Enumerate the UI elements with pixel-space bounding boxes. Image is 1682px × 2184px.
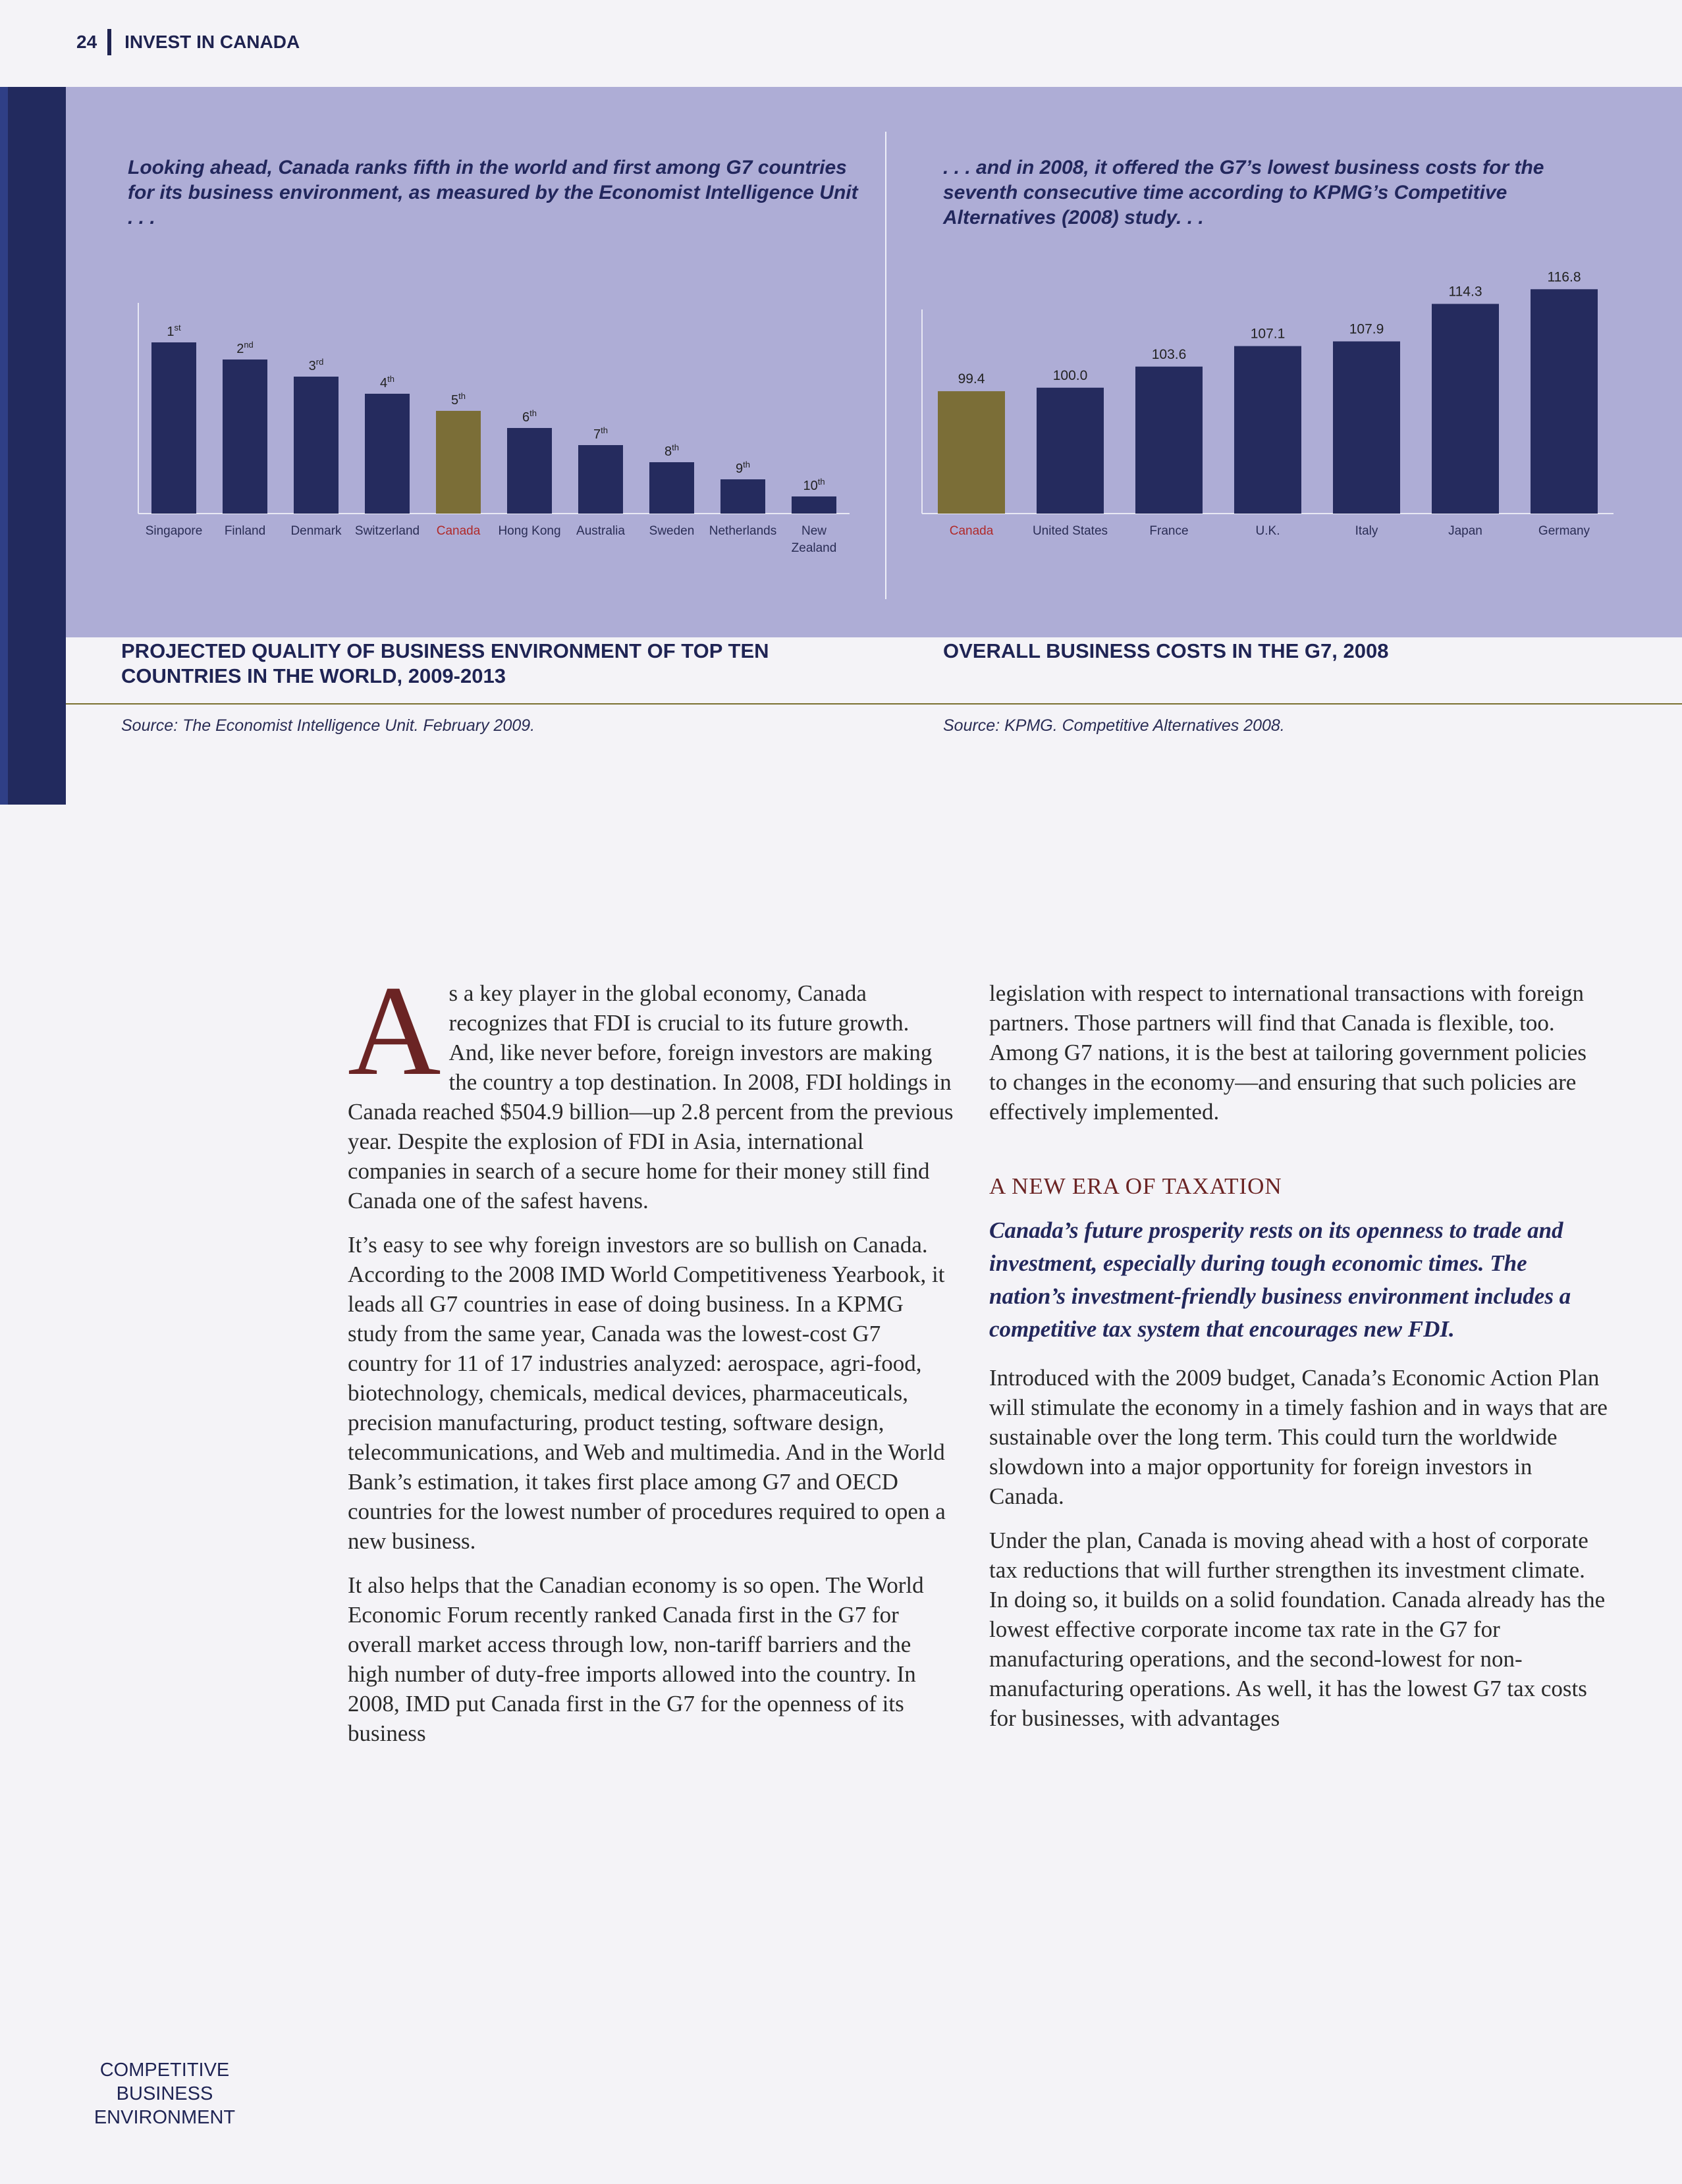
article-paragraph: As a key player in the global economy, Canada recognizes that FDI is crucial to its future growth. And, like never before, foreign investors are making the country a top destination. In 2008, FDI holdings in Canada reached $504.9 billion—up 2.8 percent from the previous year. Despite the explosion of FDI in Asia, international companies in search of a secure home for their money still find Canada one of the safest havens. <box>348 959 954 1213</box>
lead-paragraph: Canada’s future prosperity rests on its openness to trade and investment, especially during tough economic times. The nation’s investment-friendly business environment includes a competitive tax system that encourages new FDI. <box>989 1217 1571 1342</box>
article-paragraph: It’s easy to see why foreign investors are so bullish on Canada. According to the 2008 IMD World Competitiveness Yearbook, it leads all G7 countries in ease of doing business. In a KPMG study from the same year, Canada was the lowest-cost G7 country for 11 of 17 industries analyzed: aerospace, agri-food, biotechnology, chemicals, medical devices, pharmaceuticals, precision manufacturing, product testing, software design, telecommunications, and Web and multimedia. And in the World Bank’s estimation, it takes first place among G7 and OECD countries for the lowest number of procedures required to open a new business. <box>348 1232 946 1554</box>
running-header <box>76 29 300 55</box>
bar <box>436 411 481 514</box>
ranking-bar-chart <box>119 290 856 573</box>
bar <box>507 428 552 514</box>
article-paragraph: Under the plan, Canada is moving ahead with a host of corporate tax reductions that will further strengthen its investment climate. In doing so, it builds on a solid foundation. Canada already has the lowest effective corporate income tax rate in the G7 for manufacturing operations, and the second-lowest for non-manufacturing operations. As well, it has the lowest G7 tax costs for businesses, with advantages <box>989 1528 1606 1731</box>
rank-label: 6th <box>522 408 537 425</box>
category-label: France <box>1149 524 1189 538</box>
drop-cap: A <box>348 959 441 1102</box>
bar <box>938 391 1005 514</box>
chart-title-rule <box>66 703 1682 705</box>
value-label: 114.3 <box>1448 284 1482 300</box>
bar <box>1531 289 1598 514</box>
category-label: United States <box>1032 524 1108 538</box>
bar <box>223 360 267 514</box>
footer-section-label: COMPETITIVE BUSINESS ENVIRONMENT <box>94 2060 236 2128</box>
bar <box>1234 346 1301 514</box>
rank-label: 1st <box>167 323 181 339</box>
value-label: 107.9 <box>1349 321 1384 337</box>
value-label: 116.8 <box>1547 269 1581 285</box>
bar <box>1432 304 1499 514</box>
category-label: Canada <box>436 524 481 538</box>
rank-label: 7th <box>593 425 608 442</box>
left-chart-title: PROJECTED QUALITY OF BUSINESS ENVIRONMENT OF TOP TEN COUNTRIES IN THE WORLD, 2009-2013 <box>121 639 769 687</box>
article-paragraph: legislation with respect to international transactions with foreign partners. Those partners will find that Canada is flexible, too. Among G7 nations, it is the best at tailoring government policies to changes in the economy—and ensuring that such policies are effectively implemented. <box>989 980 1587 1125</box>
rank-label: 10th <box>803 477 825 493</box>
left-color-strip <box>0 87 66 805</box>
value-label: 99.4 <box>958 371 985 387</box>
category-label: Singapore <box>145 524 203 538</box>
bar <box>365 394 410 514</box>
category-label: U.K. <box>1255 524 1280 538</box>
rank-label: 2nd <box>236 340 254 356</box>
article-column-2 <box>989 978 1608 1747</box>
bar <box>294 377 339 514</box>
category-label: Netherlands <box>709 524 777 538</box>
category-label: Germany <box>1538 524 1590 538</box>
bar <box>578 445 623 514</box>
rank-label: 3rd <box>308 357 324 373</box>
rank-label: 5th <box>451 391 466 408</box>
category-label: Italy <box>1355 524 1378 538</box>
left-accent-strip <box>0 87 8 805</box>
bar <box>151 342 196 514</box>
article-column-1 <box>348 959 956 1763</box>
section-heading: A NEW ERA OF TAXATION <box>989 1173 1282 1199</box>
bar <box>1135 367 1203 514</box>
right-chart-source: Source: KPMG. Competitive Alternatives 2008. <box>943 716 1285 735</box>
cost-bar-chart <box>909 269 1620 566</box>
value-label: 100.0 <box>1052 367 1088 383</box>
page-number: 24 <box>76 32 97 52</box>
right-chart-caption: . . . and in 2008, it offered the G7’s lowest business costs for the seventh consecutive time according to KPMG’s Competitive Alternatives (2008) study. . . <box>943 157 1544 228</box>
category-label: Japan <box>1448 524 1482 538</box>
category-label: Denmark <box>290 524 342 538</box>
category-label: New <box>801 524 827 538</box>
rank-label: 8th <box>665 442 679 459</box>
header-divider <box>107 29 111 55</box>
bar <box>1037 388 1104 514</box>
section-title: INVEST IN CANADA <box>124 32 300 52</box>
right-chart-title: OVERALL BUSINESS COSTS IN THE G7, 2008 <box>943 639 1389 662</box>
value-label: 103.6 <box>1151 346 1187 362</box>
article-paragraph: It also helps that the Canadian economy is so open. The World Economic Forum recently ranked Canada first in the G7 for overall market access through low, non-tariff barriers and the high number of duty-free imports allowed into the country. In 2008, IMD put Canada first in the G7 for the openness of its business <box>348 1572 924 1746</box>
chart-divider <box>885 132 886 599</box>
bar <box>1333 341 1400 514</box>
rank-label: 4th <box>380 374 394 390</box>
left-chart-caption: Looking ahead, Canada ranks fifth in the world and first among G7 countries for its business environment, as measured by the Economist Intelligence Unit . . . <box>128 157 858 228</box>
rank-label: 9th <box>736 460 750 476</box>
category-label: Finland <box>224 524 266 538</box>
bar <box>720 479 765 514</box>
category-label: Switzerland <box>354 524 420 538</box>
category-label: Australia <box>576 524 625 538</box>
bar <box>649 462 694 514</box>
bar <box>792 496 836 514</box>
category-label: Zealand <box>791 541 837 555</box>
category-label: Hong Kong <box>498 524 561 538</box>
article-paragraph: Introduced with the 2009 budget, Canada’s Economic Action Plan will stimulate the economy in a timely fashion and in ways that are sustainable over the long term. This could turn the worldwide slowdown into a major opportunity for foreign investors in Canada. <box>989 1365 1608 1509</box>
category-label: Sweden <box>649 524 695 538</box>
category-label: Canada <box>949 524 994 538</box>
value-label: 107.1 <box>1250 326 1286 342</box>
left-chart-source: Source: The Economist Intelligence Unit. February 2009. <box>121 716 535 735</box>
